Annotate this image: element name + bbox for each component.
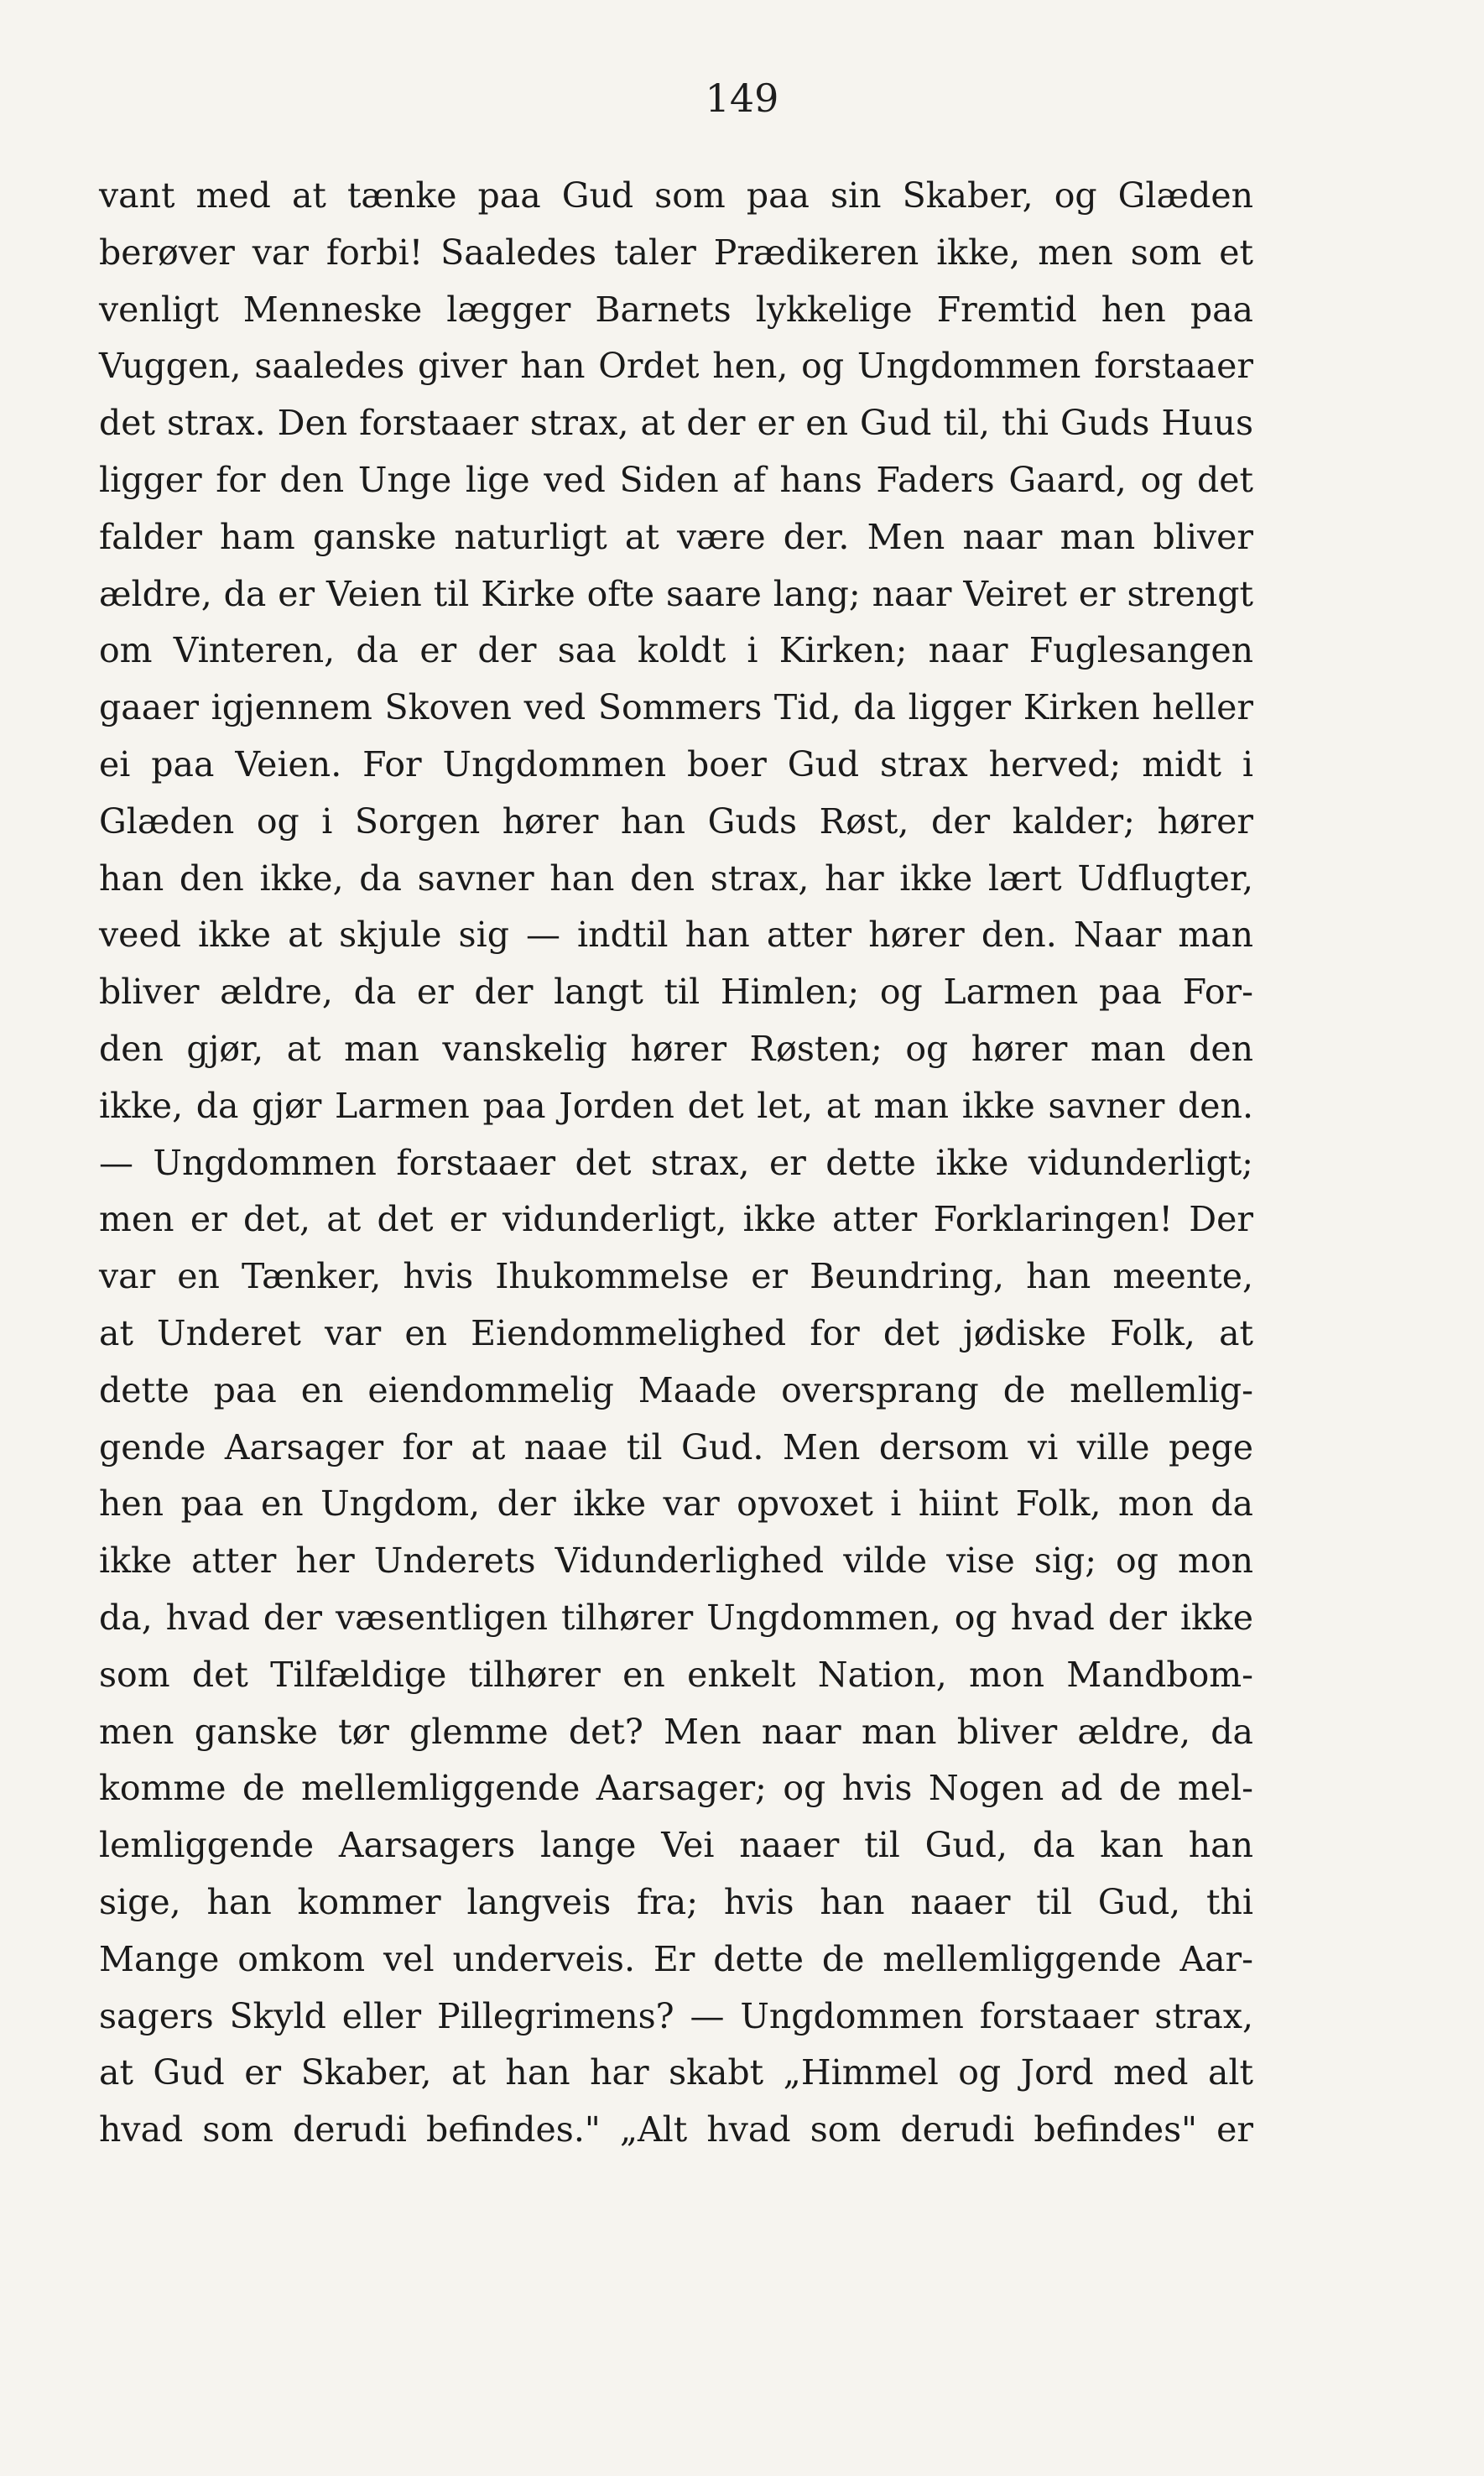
text-line: berøver var forbi! Saaledes taler Prædikeren ikke, men som et <box>99 232 1253 273</box>
text-line: ei paa Veien. For Ungdommen boer Gud strax herved; midt i <box>99 743 1253 785</box>
text-line: gende Aarsager for at naae til Gud. Men dersom vi ville pege <box>99 1426 1253 1467</box>
page-number: 149 <box>705 76 779 121</box>
text-line: da, hvad der væsentligen tilhører Ungdommen, og hvad der ikke <box>99 1597 1253 1638</box>
text-line: sige, han kommer langveis fra; hvis han naaer til Gud, thi <box>99 1881 1253 1922</box>
text-line: ældre, da er Veien til Kirke ofte saare lang; naar Veiret er strengt <box>99 573 1253 614</box>
text-line: dette paa en eiendommelig Maade oversprang de mellemlig- <box>99 1369 1253 1410</box>
text-line: bliver ældre, da er der langt til Himlen; og Larmen paa For- <box>99 972 1253 1013</box>
text-line: ligger for den Unge lige ved Siden af hans Faders Gaard, og det <box>99 459 1253 500</box>
text-line: hen paa en Ungdom, der ikke var opvoxet i hiint Folk, mon da <box>99 1483 1253 1525</box>
text-line: det strax. Den forstaaer strax, at der er en Gud til, thi Guds Huus <box>99 403 1253 444</box>
text-line: gaaer igjennem Skoven ved Sommers Tid, da ligger Kirken heller <box>99 687 1253 728</box>
text-line: Mange omkom vel underveis. Er dette de mellemliggende Aar- <box>99 1938 1253 1979</box>
text-line: var en Tænker, hvis Ihukommelse er Beundring, han meente, <box>99 1256 1253 1297</box>
text-line: komme de mellemliggende Aarsager; og hvis Nogen ad de mel- <box>99 1768 1253 1809</box>
text-line: men er det, at det er vidunderligt, ikke atter Forklaringen! Der <box>99 1199 1253 1240</box>
text-line: men ganske tør glemme det? Men naar man bliver ældre, da <box>99 1711 1253 1752</box>
text-line: at Gud er Skaber, at han har skabt „Himmel og Jord med alt <box>99 2052 1253 2093</box>
text-line: den gjør, at man vanskelig hører Røsten; og hører man den <box>99 1028 1253 1069</box>
text-line: lemliggende Aarsagers lange Vei naaer til Gud, da kan han <box>99 1825 1253 1866</box>
text-line: ikke atter her Underets Vidunderlighed vilde vise sig; og mon <box>99 1540 1253 1582</box>
text-line: vant med at tænke paa Gud som paa sin Skaber, og Glæden <box>99 175 1253 216</box>
text-line: veed ikke at skjule sig — indtil han atter hører den. Naar man <box>99 915 1253 956</box>
text-line: som det Tilfældige tilhører en enkelt Nation, mon Mandbom- <box>99 1654 1253 1695</box>
text-line: om Vinteren, da er der saa koldt i Kirken; naar Fuglesangen <box>99 630 1253 671</box>
text-line: ikke, da gjør Larmen paa Jorden det let, at man ikke savner den. <box>99 1085 1253 1126</box>
text-line: — Ungdommen forstaaer det strax, er dette ikke vidunderligt; <box>99 1142 1253 1183</box>
text-line: at Underet var en Eiendommelighed for det jødiske Folk, at <box>99 1312 1253 1353</box>
text-line: sagers Skyld eller Pillegrimens? — Ungdommen forstaaer strax, <box>99 1995 1253 2036</box>
text-line: Vuggen, saaledes giver han Ordet hen, og Ungdommen forstaaer <box>99 346 1253 387</box>
text-line: falder ham ganske naturligt at være der. Men naar man bliver <box>99 516 1253 557</box>
text-line: Glæden og i Sorgen hører han Guds Røst, der kalder; hører <box>99 800 1253 842</box>
text-line: hvad som derudi befindes." „Alt hvad som derudi befindes" er <box>99 2109 1253 2150</box>
text-line: venligt Menneske lægger Barnets lykkelige Fremtid hen paa <box>99 289 1253 330</box>
text-line: han den ikke, da savner han den strax, har ikke lært Udflugter, <box>99 857 1253 899</box>
text-body <box>99 168 1253 2159</box>
